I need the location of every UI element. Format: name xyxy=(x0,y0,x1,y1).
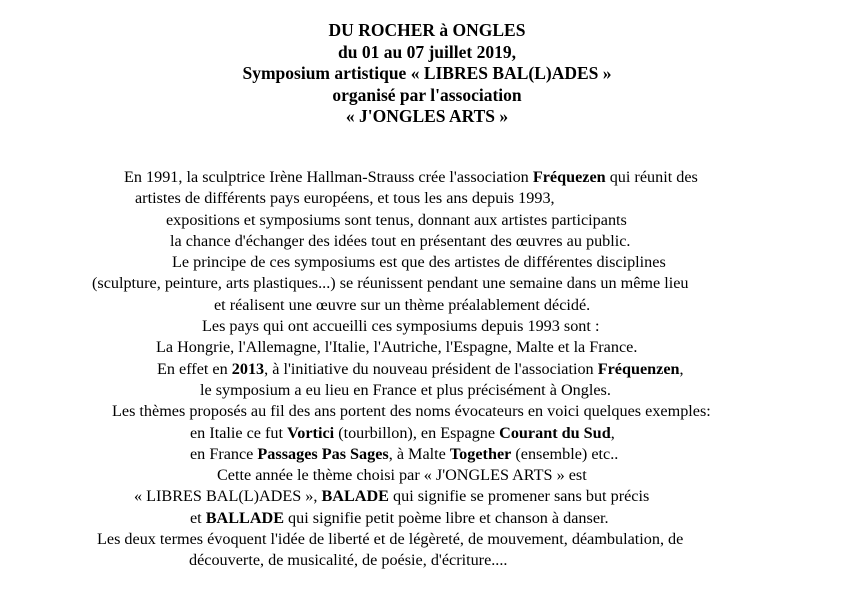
body-line xyxy=(0,316,854,337)
body-line xyxy=(0,423,854,444)
body-line xyxy=(0,231,854,252)
text-segment: (tourbillon), en Espagne xyxy=(334,423,500,442)
text-segment: en France xyxy=(190,444,258,463)
body-line xyxy=(0,444,854,465)
text-segment: , xyxy=(679,359,684,378)
body-line xyxy=(0,401,854,422)
body-line xyxy=(0,380,854,401)
text-segment: qui réunit des xyxy=(605,168,698,186)
body-text xyxy=(0,167,854,572)
text-segment: , à l'initiative du nouveau président de l'association xyxy=(264,359,598,378)
title-line-2: du 01 au 07 juillet 2019, xyxy=(338,41,516,62)
title-line-5: « J'ONGLES ARTS » xyxy=(345,106,509,126)
text-segment: Les thèmes proposés au fil des ans portent des noms évocateurs en voici quelques exemples: xyxy=(112,402,711,421)
text-segment: (ensemble) etc.. xyxy=(511,444,619,463)
emphasized-text: Vortici xyxy=(287,423,335,442)
text-segment: , xyxy=(610,423,615,442)
body-line xyxy=(0,188,854,209)
text-segment: « LIBRES BAL(L)ADES », xyxy=(134,487,322,506)
text-segment: Le principe de ces symposiums est que des artistes de différentes disciplines xyxy=(172,253,666,272)
title-block xyxy=(0,20,854,128)
emphasized-text: 2013 xyxy=(231,359,265,378)
emphasized-text: Passages Pas Sages xyxy=(257,444,389,463)
text-segment: expositions et symposiums sont tenus, donnant aux artistes participants xyxy=(166,210,627,229)
body-line xyxy=(0,252,854,273)
title-line-4: organisé par l'association xyxy=(332,84,522,105)
text-segment: (sculpture, peinture, arts plastiques...) se réunissent pendant une semaine dans un même lieu xyxy=(92,274,689,293)
title-line-3: Symposium artistique « LIBRES BAL(L)ADES » xyxy=(242,63,612,83)
title-line-1: DU ROCHER à ONGLES xyxy=(328,20,526,40)
body-line xyxy=(0,486,854,507)
body-line xyxy=(0,210,854,231)
text-segment: qui signifie se promener sans but précis xyxy=(388,487,650,506)
emphasized-text: Together xyxy=(449,444,512,463)
text-segment: artistes de différents pays européens, et tous les ans depuis 1993, xyxy=(135,189,555,208)
emphasized-text: Courant du Sud xyxy=(499,423,611,442)
text-segment: Les deux termes évoquent l'idée de liberté et de légèreté, de mouvement, déambulation, de xyxy=(97,530,684,549)
text-segment: En effet en xyxy=(157,359,232,378)
text-segment: en Italie ce fut xyxy=(190,423,288,442)
emphasized-text: Fréquenzen xyxy=(597,359,680,378)
emphasized-text: BALADE xyxy=(321,487,389,506)
body-line xyxy=(0,529,854,550)
text-segment: et réalisent une œuvre sur un thème préalablement décidé. xyxy=(214,295,591,314)
body-line xyxy=(0,508,854,529)
emphasized-text: Fréquezen xyxy=(532,168,606,186)
body-line xyxy=(0,359,854,380)
body-line xyxy=(0,273,854,294)
body-line xyxy=(0,167,854,188)
text-segment: Les pays qui ont accueilli ces symposiums depuis 1993 sont : xyxy=(202,317,600,336)
body-line xyxy=(0,550,854,571)
text-segment: et xyxy=(190,508,206,527)
text-segment: En 1991, la sculptrice Irène Hallman-Strauss crée l'association xyxy=(124,168,533,186)
body-line xyxy=(0,337,854,358)
text-segment: , à Malte xyxy=(388,444,450,463)
body-line xyxy=(0,295,854,316)
text-segment: Cette année le thème choisi par « J'ONGLES ARTS » est xyxy=(217,466,587,485)
body-line xyxy=(0,465,854,486)
text-segment: la chance d'échanger des idées tout en présentant des œuvres au public. xyxy=(170,231,631,250)
text-segment: découverte, de musicalité, de poésie, d'écriture.... xyxy=(189,551,508,570)
text-segment: le symposium a eu lieu en France et plus précisément à Ongles. xyxy=(200,380,611,399)
emphasized-text: BALLADE xyxy=(205,508,284,527)
text-segment: qui signifie petit poème libre et chanson à danser. xyxy=(284,508,609,527)
text-segment: La Hongrie, l'Allemagne, l'Italie, l'Autriche, l'Espagne, Malte et la France. xyxy=(156,338,638,357)
